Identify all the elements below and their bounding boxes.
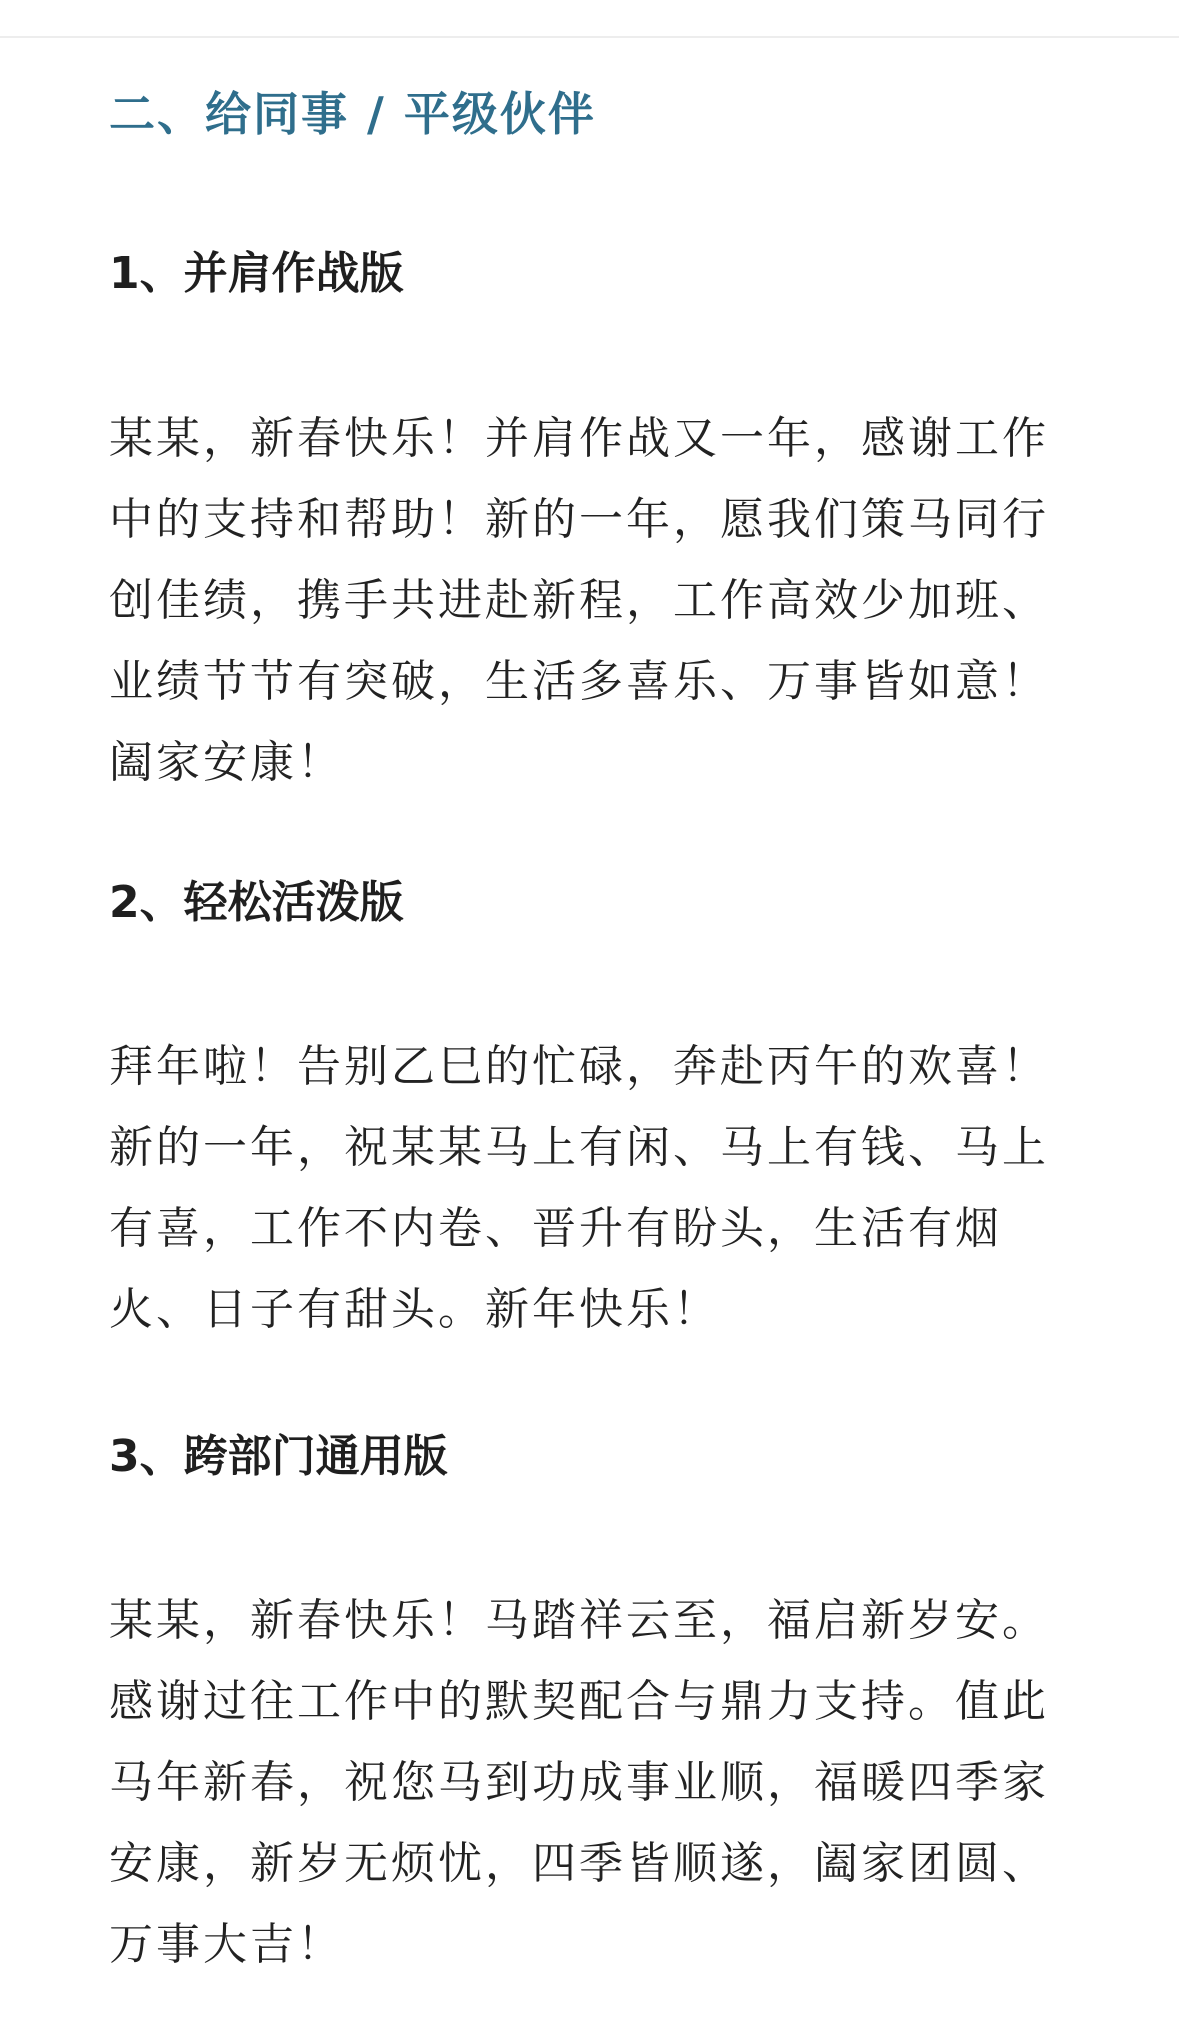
item-paragraph-3: 某某，新春快乐！马踏祥云至，福启新岁安。感谢过往工作中的默契配合与鼎力支持。值此马年新春，祝您马到功成事业顺，福暖四季家安康，新岁无烦忧，四季皆顺遂，阖家团圆、万事大吉！ (109, 1595, 1049, 1970)
item-heading-3: 3、跨部门通用版 (109, 1431, 448, 1482)
item-heading-1: 1、并肩作战版 (109, 248, 404, 299)
top-divider (0, 36, 1179, 38)
item-heading-2: 2、轻松活泼版 (109, 877, 404, 928)
item-paragraph-1: 某某，新春快乐！并肩作战又一年，感谢工作中的支持和帮助！新的一年，愿我们策马同行创佳绩，携手共进赴新程，工作高效少加班、业绩节节有突破，生活多喜乐、万事皆如意！阖家安康！ (109, 413, 1049, 788)
section-title: 二、给同事 / 平级伙伴 (109, 87, 596, 141)
item-paragraph-2: 拜年啦！告别乙巳的忙碌，奔赴丙午的欢喜！新的一年，祝某某马上有闲、马上有钱、马上有喜，工作不内卷、晋升有盼头，生活有烟火、日子有甜头。新年快乐！ (109, 1041, 1049, 1335)
